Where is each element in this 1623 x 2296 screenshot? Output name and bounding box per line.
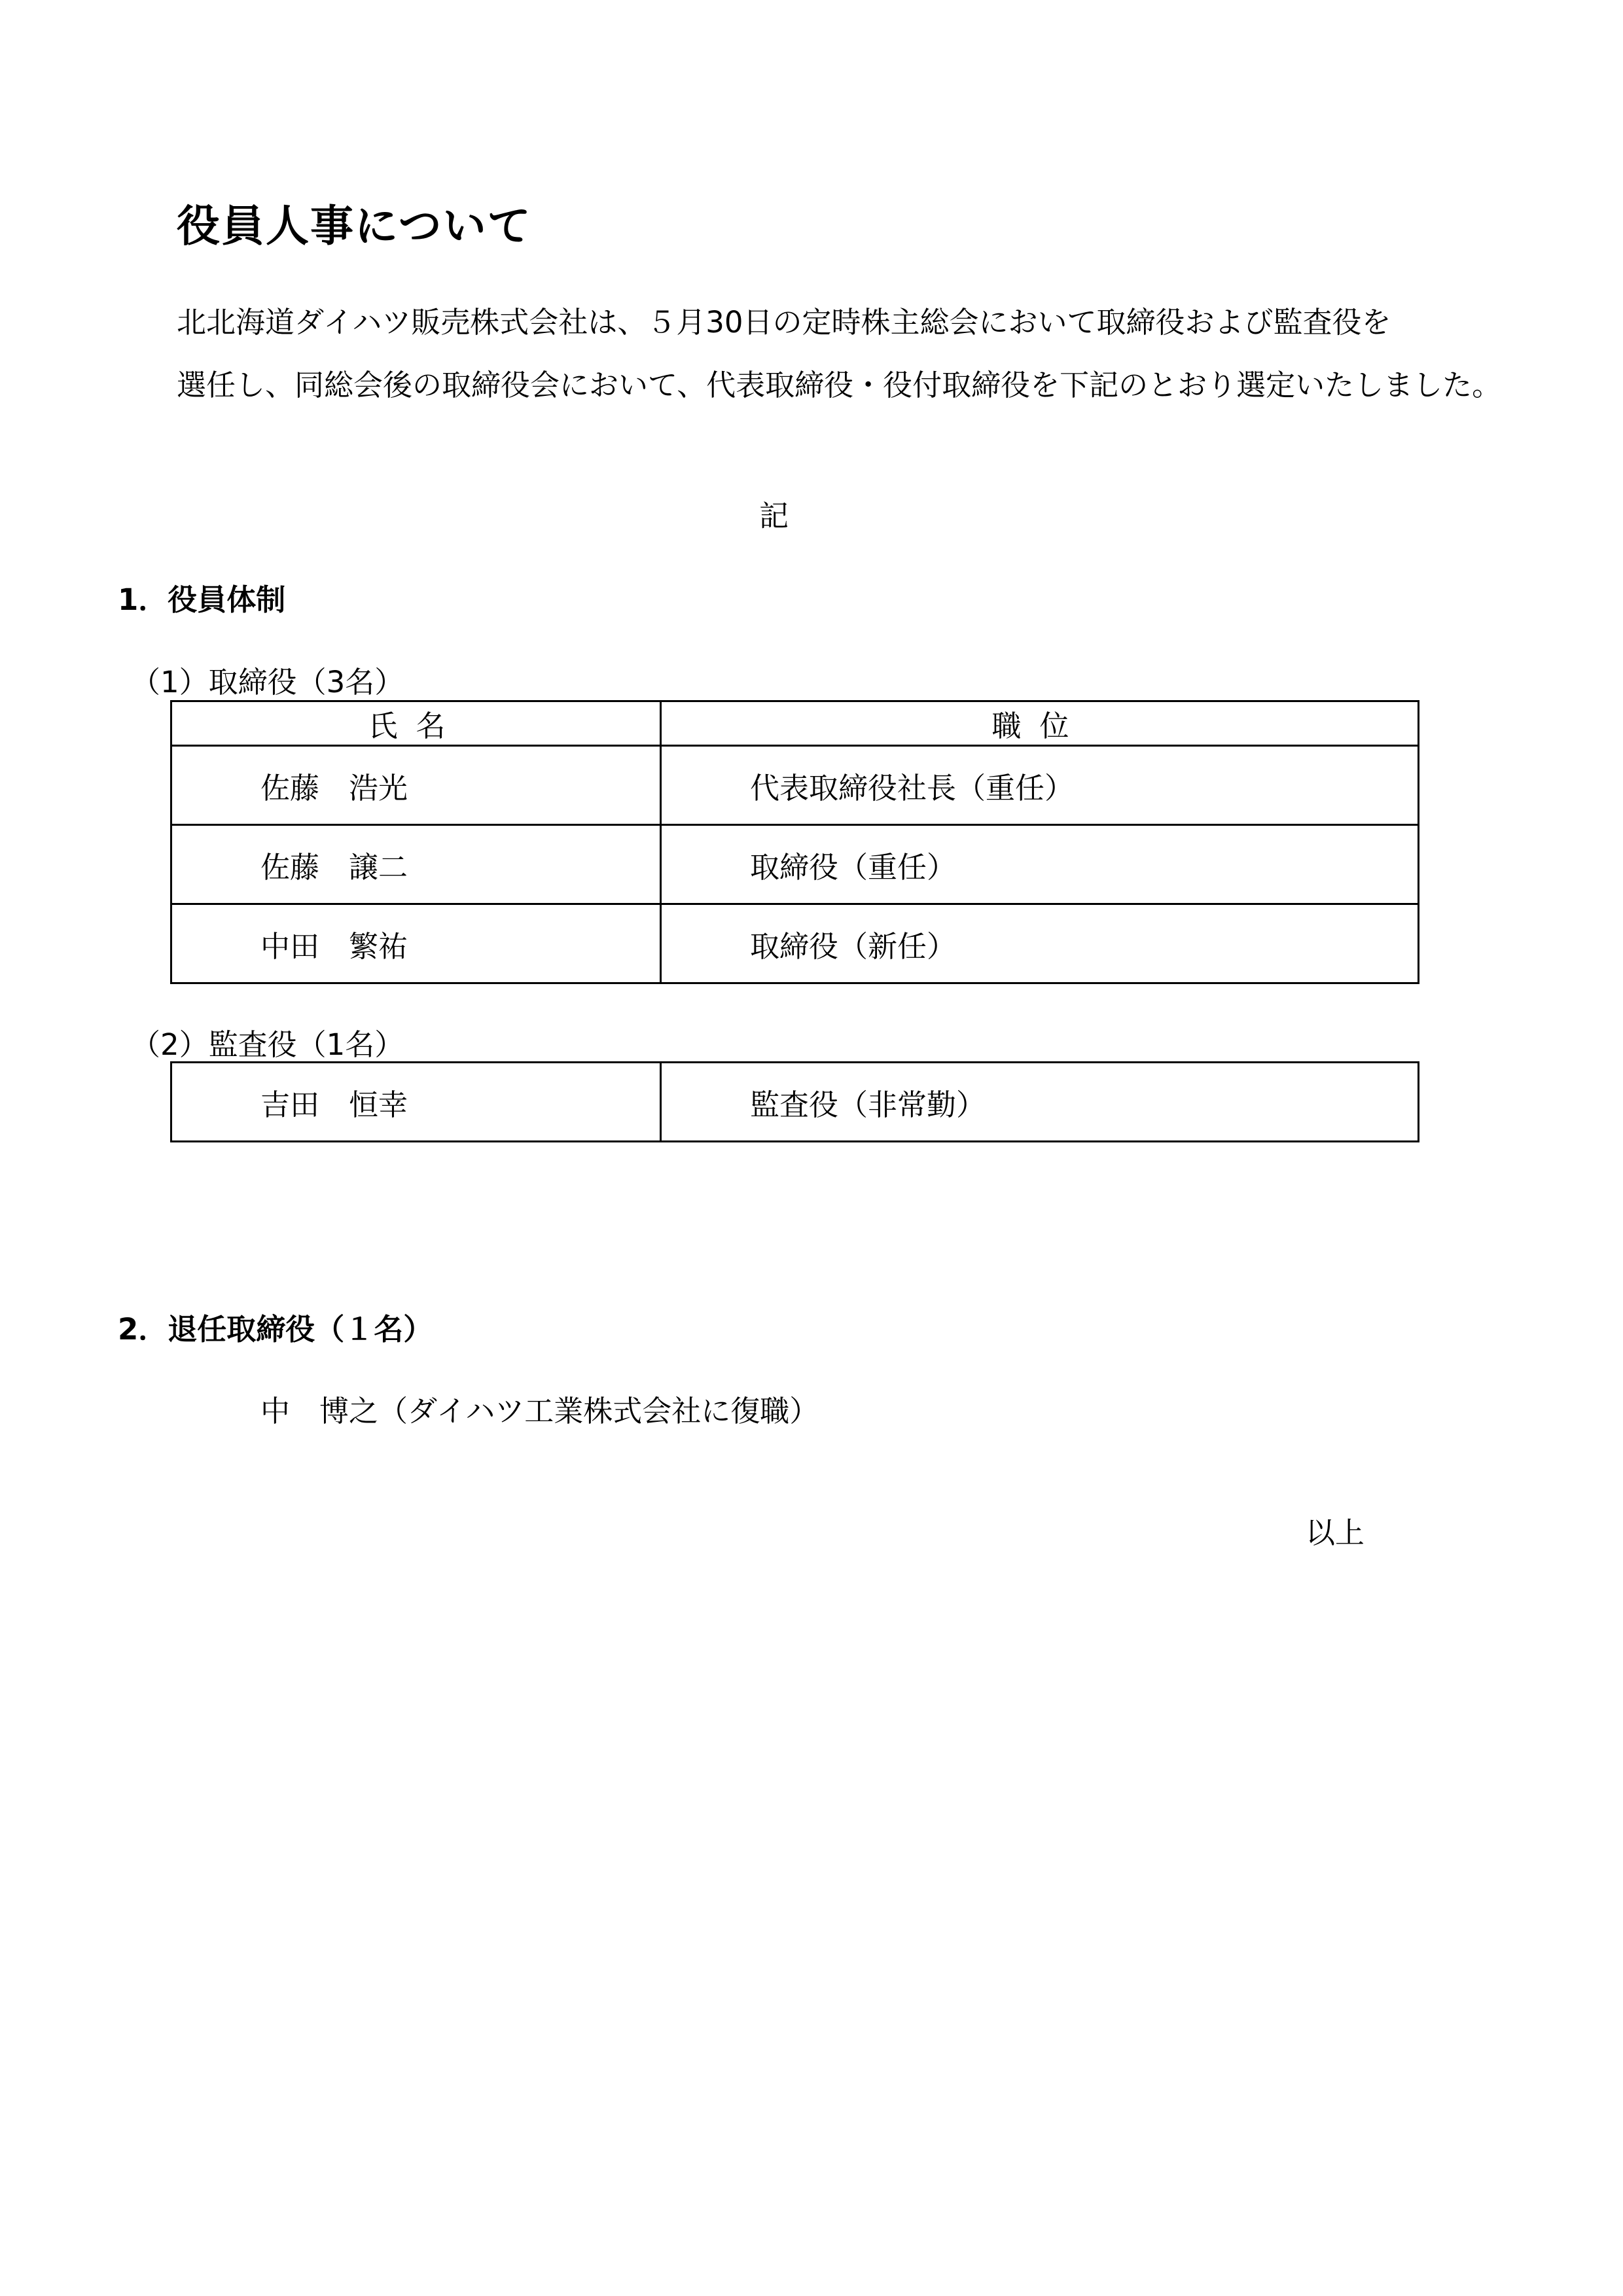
auditor-name: 吉田 恒幸	[171, 1063, 661, 1142]
page-title: 役員人事について	[177, 201, 532, 251]
table-row	[171, 1063, 1419, 1142]
header-name: 氏名	[171, 701, 661, 746]
ki-mark: 記	[759, 499, 789, 533]
closing-mark: 以上	[1306, 1515, 1365, 1550]
directors-table	[170, 700, 1419, 984]
director-name: 佐藤 浩光	[171, 746, 661, 825]
header-position: 職位	[661, 701, 1419, 746]
director-position: 取締役（重任）	[661, 825, 1419, 904]
section-1-heading: 1．役員体制	[118, 582, 286, 617]
retired-director-entry: 中 博之（ダイハツ工業株式会社に復職）	[260, 1394, 819, 1428]
director-name: 佐藤 譲二	[171, 825, 661, 904]
directors-label: （1）取締役（3名）	[131, 665, 404, 699]
table-header-row	[171, 701, 1419, 746]
table-row	[171, 746, 1419, 825]
intro-line-2: 選任し、同総会後の取締役会において、代表取締役・役付取締役を下記のとおり選定いたしました。	[177, 368, 1502, 402]
director-position: 代表取締役社長（重任）	[661, 746, 1419, 825]
director-position: 取締役（新任）	[661, 904, 1419, 983]
table-row	[171, 825, 1419, 904]
table-row	[171, 904, 1419, 983]
director-name: 中田 繁祐	[171, 904, 661, 983]
auditors-label: （2）監査役（1名）	[131, 1027, 404, 1062]
auditors-table	[170, 1061, 1419, 1142]
section-2-heading: 2．退任取締役（１名）	[118, 1312, 433, 1347]
auditor-position: 監査役（非常勤）	[661, 1063, 1419, 1142]
intro-line-1: 北北海道ダイハツ販売株式会社は、５月30日の定時株主総会において取締役および監査役を	[177, 305, 1391, 340]
